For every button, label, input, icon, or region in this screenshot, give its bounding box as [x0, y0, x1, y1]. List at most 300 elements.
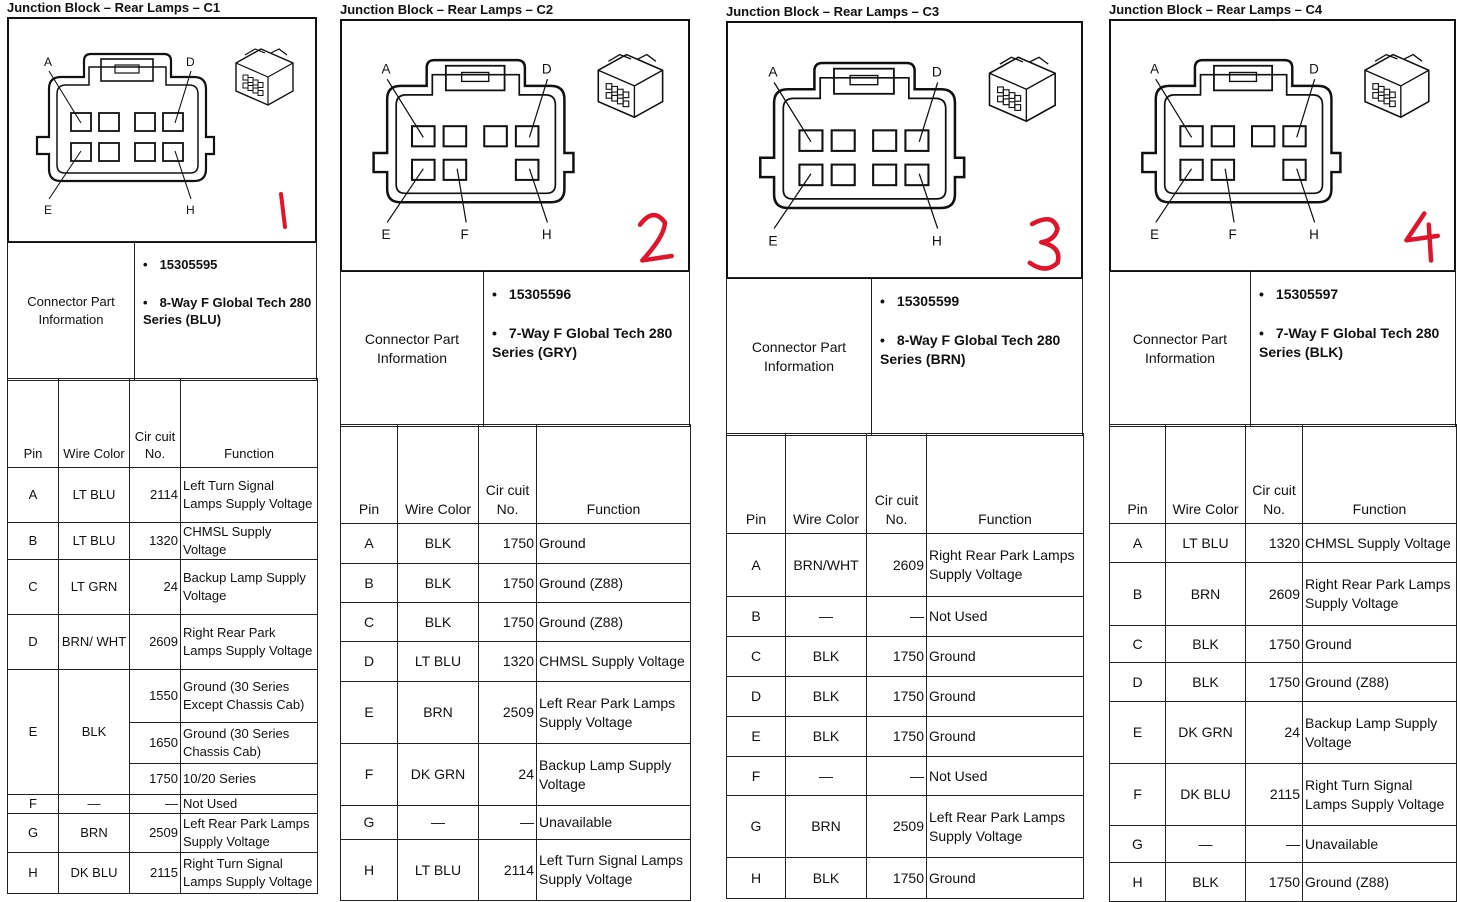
wire-color-cell: — [1166, 826, 1246, 863]
table-row [727, 677, 1084, 717]
pin-leader-line [774, 174, 811, 229]
function-cell: Backup Lamp Supply Voltage [537, 744, 691, 806]
pin-cavity [135, 143, 155, 161]
function-cell: Backup Lamp Supply Voltage [181, 560, 318, 615]
pin-label: F [460, 227, 469, 243]
wire-color-cell: BLK [1166, 863, 1246, 902]
table-row [341, 682, 691, 744]
bullet: • [492, 286, 497, 302]
pin-leader-line [1225, 169, 1234, 223]
circuit-cell: 2115 [1246, 764, 1303, 826]
pin-cavity [1212, 126, 1234, 146]
pin-cell: G [1110, 826, 1166, 863]
table-row [341, 524, 691, 564]
table-row [1110, 524, 1457, 563]
connector-diagram [7, 17, 317, 243]
pin-cavity [832, 130, 855, 151]
connector-info-label: Connector Part Information [341, 271, 484, 427]
function-cell: Left Turn Signal Lamps Supply Voltage [181, 468, 318, 523]
connector-latch-tab [462, 72, 489, 81]
wire-color-cell: BRN/WHT [786, 534, 867, 597]
table-row [727, 717, 1084, 757]
pin-cell: F [341, 744, 398, 806]
connector-description: 8-Way F Global Tech 280 Series (BRN) [880, 331, 1061, 367]
circuit-cell: — [867, 757, 927, 796]
connector-iso-icon [1365, 55, 1429, 118]
wire-color-cell: BLK [1166, 626, 1246, 663]
panel-title: Junction Block – Rear Lamps – C1 [7, 0, 221, 15]
pin-table-header [341, 425, 691, 524]
function-cell: Ground (Z88) [537, 603, 691, 642]
table-row [341, 840, 691, 901]
table-row [1110, 826, 1457, 863]
circuit-cell: 1750 [1246, 663, 1303, 702]
pin-cavity [163, 113, 183, 131]
pin-cavity [1283, 126, 1305, 146]
table-row [1110, 663, 1457, 702]
function-cell: Not Used [927, 757, 1084, 796]
bullet: • [492, 324, 497, 341]
connector-info-values [872, 278, 1083, 436]
table-row [727, 858, 1084, 899]
pin-cell: F [1110, 764, 1166, 826]
table-row [727, 757, 1084, 796]
connector-latch [101, 59, 153, 81]
wire-color-cell: BLK [398, 524, 479, 564]
connector-info-values [1251, 271, 1456, 427]
table-row [727, 534, 1084, 597]
header-function: Function [927, 434, 1084, 534]
connector-info-table [726, 277, 1083, 436]
pin-table-header [727, 434, 1084, 534]
pin-cavity [484, 126, 507, 146]
connector-latch-tab [850, 76, 878, 85]
wire-color-cell: — [786, 757, 867, 796]
connector-latch [446, 66, 505, 91]
connector-drawing [37, 49, 293, 227]
bullet: • [1259, 324, 1264, 341]
circuit-cell: 1750 [130, 764, 181, 795]
wire-color-cell: BRN/ WHT [59, 615, 130, 670]
handwritten-number-mark [281, 194, 285, 227]
circuit-cell: 24 [479, 744, 537, 806]
wire-color-cell: BLK [786, 677, 867, 717]
handwritten-number-mark [1030, 219, 1058, 268]
connector-drawing [374, 55, 672, 261]
function-cell: Right Turn Signal Lamps Supply Voltage [181, 852, 318, 893]
function-cell: Ground [927, 858, 1084, 899]
connector-info-values [135, 242, 317, 381]
table-row [1110, 702, 1457, 764]
header-wire-color: Wire Color [59, 379, 130, 468]
pin-cell: B [727, 597, 786, 637]
function-cell: Right Turn Signal Lamps Supply Voltage [1303, 764, 1457, 826]
connector-latch [834, 69, 894, 94]
pin-label: E [1150, 227, 1160, 243]
part-number: 15305597 [1275, 286, 1339, 302]
panel-title: Junction Block – Rear Lamps – C2 [340, 2, 554, 17]
pin-cell: C [8, 560, 59, 615]
table-row [1110, 764, 1457, 826]
table-row [1110, 563, 1457, 626]
header-circuit-no: Cir cuit No. [479, 425, 537, 524]
wire-color-cell: BLK [786, 637, 867, 677]
wire-color-cell: BRN [1166, 563, 1246, 626]
circuit-cell: 1750 [1246, 863, 1303, 902]
table-row [8, 560, 318, 615]
wire-color-cell: LT BLU [398, 642, 479, 682]
wire-color-cell: — [59, 795, 130, 814]
table-row [8, 852, 318, 893]
header-function: Function [1303, 425, 1457, 524]
connector-info-label: Connector Part Information [1110, 271, 1251, 427]
function-cell: Ground (30 Series Except Chassis Cab) [181, 670, 318, 723]
connector-diagram-svg [342, 21, 692, 274]
table-row [8, 615, 318, 670]
pin-label: A [768, 64, 778, 80]
header-pin: Pin [727, 434, 786, 534]
connector-iso-icon [236, 49, 293, 105]
circuit-cell: 1750 [1246, 626, 1303, 663]
function-cell: CHMSL Supply Voltage [181, 523, 318, 560]
circuit-cell: 2509 [479, 682, 537, 744]
panel-title: Junction Block – Rear Lamps – C4 [1109, 2, 1323, 17]
function-cell: Right Rear Park Lamps Supply Voltage [181, 615, 318, 670]
connector-drawing [1142, 55, 1437, 261]
pin-cavity [832, 165, 855, 186]
wire-color-cell: DK BLU [1166, 764, 1246, 826]
connector-latch-tab [1230, 72, 1257, 81]
connector-drawing [760, 57, 1058, 268]
pin-leader-line [457, 169, 466, 223]
function-cell: Backup Lamp Supply Voltage [1303, 702, 1457, 764]
pin-cavity [905, 130, 928, 151]
pin-cavity [444, 126, 467, 146]
function-cell: CHMSL Supply Voltage [537, 642, 691, 682]
header-function: Function [537, 425, 691, 524]
circuit-cell: 2609 [1246, 563, 1303, 626]
pin-cavity [444, 160, 467, 180]
function-cell: Left Turn Signal Lamps Supply Voltage [537, 840, 691, 901]
circuit-cell: 2114 [479, 840, 537, 901]
pin-cell: H [727, 858, 786, 899]
circuit-cell: — [479, 806, 537, 840]
wire-color-cell: — [398, 806, 479, 840]
function-cell: Ground [537, 524, 691, 564]
table-row [341, 806, 691, 840]
function-cell: Ground (30 Series Chassis Cab) [181, 723, 318, 764]
header-pin: Pin [341, 425, 398, 524]
header-function: Function [181, 379, 318, 468]
wire-color-cell: BLK [59, 670, 130, 795]
pin-cavity [1283, 160, 1305, 180]
pin-table [1109, 424, 1457, 902]
connector-panel-c4 [1109, 0, 1456, 896]
bullet: • [880, 293, 885, 309]
pin-cell: G [727, 796, 786, 858]
circuit-cell: — [867, 597, 927, 637]
circuit-cell: 1750 [867, 677, 927, 717]
circuit-cell: 1750 [867, 717, 927, 757]
pin-label: F [1228, 227, 1237, 243]
connector-panel-c1 [7, 0, 317, 896]
connector-info-table [1109, 270, 1456, 427]
pin-cavity [516, 126, 539, 146]
header-circuit-no: Cir cuit No. [867, 434, 927, 534]
wire-color-cell: DK GRN [1166, 702, 1246, 764]
circuit-cell: 1650 [130, 723, 181, 764]
function-cell: Left Rear Park Lamps Supply Voltage [927, 796, 1084, 858]
pin-table [7, 378, 318, 894]
pin-cell: E [727, 717, 786, 757]
circuit-cell: 2609 [130, 615, 181, 670]
pin-cavity [163, 143, 183, 161]
pin-cell: A [727, 534, 786, 597]
connector-info-label: Connector Part Information [8, 242, 135, 381]
pin-label: H [1309, 227, 1319, 243]
function-cell: Ground (Z88) [537, 564, 691, 603]
header-pin: Pin [1110, 425, 1166, 524]
pin-cavity [1212, 160, 1234, 180]
pin-label: E [381, 227, 391, 243]
connector-info-label: Connector Part Information [727, 278, 872, 436]
function-cell: Ground (Z88) [1303, 863, 1457, 902]
pin-cavity [905, 165, 928, 186]
pin-table [340, 424, 691, 901]
table-row [1110, 626, 1457, 663]
pin-cavity [1252, 126, 1274, 146]
pin-cell: H [1110, 863, 1166, 902]
handwritten-number-mark [640, 215, 672, 260]
circuit-cell: 1750 [867, 858, 927, 899]
pin-cavity [99, 113, 119, 131]
circuit-cell: 1550 [130, 670, 181, 723]
pin-cavity [412, 160, 435, 180]
part-number: 15305596 [508, 286, 572, 302]
function-cell: Not Used [927, 597, 1084, 637]
bullet: • [143, 257, 148, 272]
connector-diagram [340, 19, 690, 272]
pin-label: D [186, 55, 195, 69]
circuit-cell: 2509 [867, 796, 927, 858]
circuit-cell: 2609 [867, 534, 927, 597]
pin-table-header [1110, 425, 1457, 524]
wire-color-cell: LT BLU [59, 468, 130, 523]
pin-cavity [99, 143, 119, 161]
pin-cell: D [727, 677, 786, 717]
pin-cell: E [8, 670, 59, 795]
circuit-cell: 1320 [130, 523, 181, 560]
pin-cell: D [1110, 663, 1166, 702]
header-circuit-no: Cir cuit No. [130, 379, 181, 468]
function-cell: 10/20 Series [181, 764, 318, 795]
pin-cell: F [727, 757, 786, 796]
pin-cell: H [8, 852, 59, 893]
table-row [8, 795, 318, 814]
circuit-cell: 24 [1246, 702, 1303, 764]
pin-label: A [1150, 61, 1160, 77]
wire-color-cell: BLK [398, 564, 479, 603]
panel-title: Junction Block – Rear Lamps – C3 [726, 4, 940, 19]
wire-color-cell: BLK [398, 603, 479, 642]
wire-color-cell: LT BLU [59, 523, 130, 560]
connector-info-values [484, 271, 690, 427]
pin-leader-line [49, 151, 81, 199]
function-cell: Not Used [181, 795, 318, 814]
function-cell: Left Rear Park Lamps Supply Voltage [181, 813, 318, 852]
wire-color-cell: LT GRN [59, 560, 130, 615]
connector-info-table [7, 241, 317, 381]
connector-description: 7-Way F Global Tech 280 Series (GRY) [492, 324, 673, 360]
pin-cavity [135, 113, 155, 131]
circuit-cell: 1320 [1246, 524, 1303, 563]
pin-cell: C [1110, 626, 1166, 663]
table-row [8, 523, 318, 560]
wire-color-cell: — [786, 597, 867, 637]
circuit-cell: 1750 [479, 524, 537, 564]
table-row [727, 796, 1084, 858]
pin-label: D [1309, 61, 1319, 77]
pin-cell: E [341, 682, 398, 744]
table-row [341, 744, 691, 806]
pin-leader-line [387, 79, 423, 137]
pin-cell: C [727, 637, 786, 677]
connector-latch-tab [115, 65, 139, 73]
connector-diagram [726, 21, 1083, 279]
pin-label: H [186, 203, 195, 217]
pin-label: A [381, 61, 391, 77]
connector-panel-c3 [726, 0, 1083, 896]
circuit-cell: — [1246, 826, 1303, 863]
pin-label: A [44, 55, 53, 69]
pin-cell: B [1110, 563, 1166, 626]
pin-cell: F [8, 795, 59, 814]
table-row [727, 597, 1084, 637]
table-row [341, 603, 691, 642]
pin-cavity [71, 143, 91, 161]
pin-label: E [768, 233, 778, 249]
pin-cell: A [341, 524, 398, 564]
bullet: • [880, 331, 885, 348]
table-row [8, 670, 318, 723]
pin-cavity [1180, 160, 1202, 180]
table-row [341, 564, 691, 603]
function-cell: Ground [1303, 626, 1457, 663]
function-cell: Right Rear Park Lamps Supply Voltage [1303, 563, 1457, 626]
pin-leader-line [1156, 169, 1192, 223]
connector-description: 7-Way F Global Tech 280 Series (BLK) [1259, 324, 1440, 360]
wire-color-cell: DK BLU [59, 852, 130, 893]
connector-info-table [340, 270, 690, 427]
pin-leader-line [774, 82, 811, 141]
pin-table [726, 433, 1084, 899]
function-cell: Left Rear Park Lamps Supply Voltage [537, 682, 691, 744]
circuit-cell: 1750 [479, 603, 537, 642]
circuit-cell: 1750 [867, 637, 927, 677]
function-cell: Ground [927, 677, 1084, 717]
connector-latch [1214, 66, 1272, 91]
pin-label: E [44, 203, 53, 217]
pin-cavity [516, 160, 539, 180]
connector-iso-icon [598, 55, 662, 118]
circuit-cell: 2509 [130, 813, 181, 852]
pin-cell: H [341, 840, 398, 901]
wire-color-cell: BLK [1166, 663, 1246, 702]
pin-cell: B [341, 564, 398, 603]
connector-panel-c2 [340, 0, 690, 896]
pin-cell: D [8, 615, 59, 670]
function-cell: Ground (Z88) [1303, 663, 1457, 702]
part-number: 15305599 [896, 293, 960, 309]
pin-table-header [8, 379, 318, 468]
circuit-cell: 1320 [479, 642, 537, 682]
wire-color-cell: DK GRN [398, 744, 479, 806]
bullet: • [1259, 286, 1264, 302]
header-wire-color: Wire Color [398, 425, 479, 524]
wire-color-cell: BRN [59, 813, 130, 852]
pin-cavity [873, 130, 896, 151]
wire-color-cell: LT BLU [398, 840, 479, 901]
wire-color-cell: BRN [398, 682, 479, 744]
pin-cavity [799, 165, 822, 186]
wire-color-cell: LT BLU [1166, 524, 1246, 563]
header-circuit-no: Cir cuit No. [1246, 425, 1303, 524]
bullet: • [143, 294, 148, 310]
connector-diagram-svg [1111, 21, 1458, 274]
wire-color-cell: BLK [786, 717, 867, 757]
pin-label: H [931, 233, 942, 249]
part-number: 15305595 [159, 257, 218, 272]
function-cell: Ground [927, 637, 1084, 677]
pin-cell: C [341, 603, 398, 642]
circuit-cell: — [130, 795, 181, 814]
function-cell: CHMSL Supply Voltage [1303, 524, 1457, 563]
connector-iso-icon [990, 57, 1056, 121]
function-cell: Unavailable [537, 806, 691, 840]
pin-cell: G [8, 813, 59, 852]
pin-label: D [541, 61, 552, 77]
function-cell: Unavailable [1303, 826, 1457, 863]
header-wire-color: Wire Color [786, 434, 867, 534]
circuit-cell: 1750 [479, 564, 537, 603]
pin-cell: B [8, 523, 59, 560]
circuit-cell: 24 [130, 560, 181, 615]
pin-cell: A [8, 468, 59, 523]
pin-leader-line [387, 169, 423, 223]
pin-label: D [931, 64, 942, 80]
pin-cell: G [341, 806, 398, 840]
circuit-cell: 2115 [130, 852, 181, 893]
wire-color-cell: BLK [786, 858, 867, 899]
pin-cavity [873, 165, 896, 186]
pin-cell: A [1110, 524, 1166, 563]
handwritten-number-mark [1406, 213, 1437, 260]
pin-cell: E [1110, 702, 1166, 764]
circuit-cell: 2114 [130, 468, 181, 523]
function-cell: Right Rear Park Lamps Supply Voltage [927, 534, 1084, 597]
pin-cell: D [341, 642, 398, 682]
connector-diagram [1109, 19, 1456, 272]
wire-color-cell: BRN [786, 796, 867, 858]
pin-label: H [541, 227, 552, 243]
table-row [341, 642, 691, 682]
connector-diagram-svg [728, 23, 1085, 281]
table-row [8, 468, 318, 523]
table-row [727, 637, 1084, 677]
header-pin: Pin [8, 379, 59, 468]
table-row [8, 813, 318, 852]
connector-description: 8-Way F Global Tech 280 Series (BLU) [143, 294, 312, 328]
